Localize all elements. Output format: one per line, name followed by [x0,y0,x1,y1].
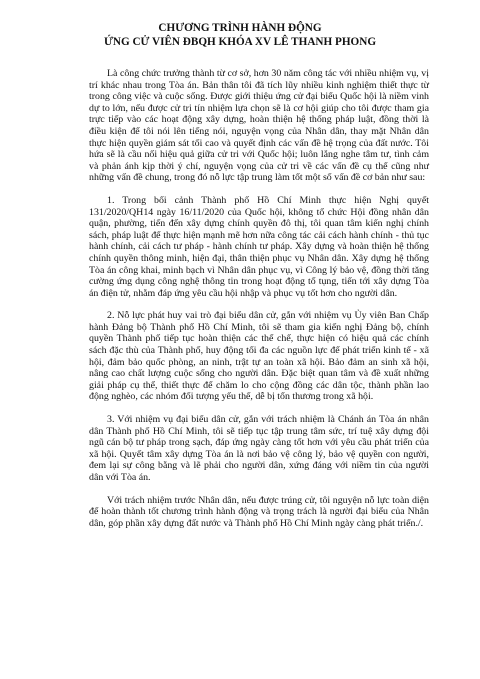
paragraph-point-3: 3. Với nhiệm vụ đại biểu dân cử, gắn với trách nhiệm là Chánh án Tòa án nhân dân Thành phố Hồ Chí Minh, tôi sẽ tiếp tục tập trung tâm sức, trí tuệ xây dựng đội ngũ cán bộ tư pháp trong sạch, đáp ứng ngày càng tốt hơn với yêu cầu phát triển của xã hội. Quyết tâm xây dựng Tòa án là nơi bảo vệ công lý, bảo vệ quyền con người, đem lại sự công bằng và lẽ phải cho người dân, xứng đáng với niềm tin của người dân với Tòa án. [89,414,429,483]
paragraph-point-2: 2. Nỗ lực phát huy vai trò đại biểu dân cử, gắn với nhiệm vụ Ủy viên Ban Chấp hành Đảng bộ Thành phố Hồ Chí Minh, tôi sẽ tham gia kiến nghị Đảng bộ, chính quyền Thành phố tiếp tục hoàn thiện các thể chế, thực hiện có hiệu quả các chính sách đặc thù của Thành phố, huy động tối đa các nguồn lực để phát triển kinh tế - xã hội, đảm bảo quốc phòng, an ninh, trật tự an toàn xã hội. Bảo đảm an sinh xã hội, nâng cao chất lượng cuộc sống cho người dân. Đặc biệt quan tâm và đề xuất những giải pháp cụ thể, thiết thực để chăm lo cho cộng đồng các dân tộc, thành phần lao động nghèo, các nhóm đối tượng yếu thế, dễ bị tổn thương trong xã hội. [89,310,429,403]
paragraph-intro: Là công chức trưởng thành từ cơ sở, hơn 30 năm công tác với nhiều nhiệm vụ, vị trí khác nhau trong Tòa án. Bản thân tôi đã tích lũy nhiều kinh nghiệm thiết thực từ trong công việc và cuộc sống. Được giới thiệu ứng cử đại biểu Quốc hội là niềm vinh dự to lớn, nếu được cử tri tín nhiệm lựa chọn sẽ là cơ hội giúp cho tôi được tham gia trực tiếp vào các hoạt động xây dựng, hoàn thiện hệ thống pháp luật, đồng thời là điều kiện để tôi nói lên tiếng nói, nguyện vọng của Nhân dân, thay mặt Nhân dân thực hiện quyền giám sát tối cao và quyết định các vấn đề hệ trọng của đất nước. Tôi hứa sẽ là cầu nối hiệu quả giữa cử tri với Quốc hội; luôn lắng nghe tâm tư, tình cảm và phản ánh kịp thời ý chí, nguyện vọng của cử tri về các vấn đề cụ thể cũng như những vấn đề chung, trong đó nỗ lực tập trung làm tốt một số vấn đề cơ bản như sau: [89,68,429,184]
document-title: CHƯƠNG TRÌNH HÀNH ĐỘNG [158,22,322,34]
document-subtitle: ỨNG CỬ VIÊN ĐBQH KHÓA XV LÊ THANH PHONG [103,36,377,48]
document-body [89,68,429,540]
paragraph-point-1: 1. Trong bối cảnh Thành phố Hồ Chí Minh thực hiện Nghị quyết 131/2020/QH14 ngày 16/11/2020 của Quốc hội, không tổ chức Hội đồng nhân dân quận, phường, tiến đến xây dựng chính quyền đô thị, tôi quan tâm kiến nghị chính sách, pháp luật để thực hiện mạnh mẽ hơn nữa công tác cải cách hành chính - thủ tục hành chính, cải cách tư pháp - hành chính tư pháp. Xây dựng và hoàn thiện hệ thống chính quyền thông minh, hiện đại, thân thiện phục vụ Nhân dân. Xây dựng hệ thống Tòa án công khai, minh bạch vì Nhân dân phục vụ, vì Công lý bảo vệ, đồng thời tăng cường ứng dụng công nghệ thông tin trong hoạt động tố tụng, tiến tới xây dựng Tòa án điện tử, nhằm đáp ứng yêu cầu hội nhập và phục vụ tốt hơn cho người dân. [89,194,429,299]
paragraph-closing: Với trách nhiệm trước Nhân dân, nếu được trúng cử, tôi nguyện nỗ lực toàn diện để hoàn thành tốt chương trình hành động và trọng trách là người đại biểu của Nhân dân, góp phần xây dựng đất nước và Thành phố Hồ Chí Minh ngày càng phát triển./. [89,494,429,529]
